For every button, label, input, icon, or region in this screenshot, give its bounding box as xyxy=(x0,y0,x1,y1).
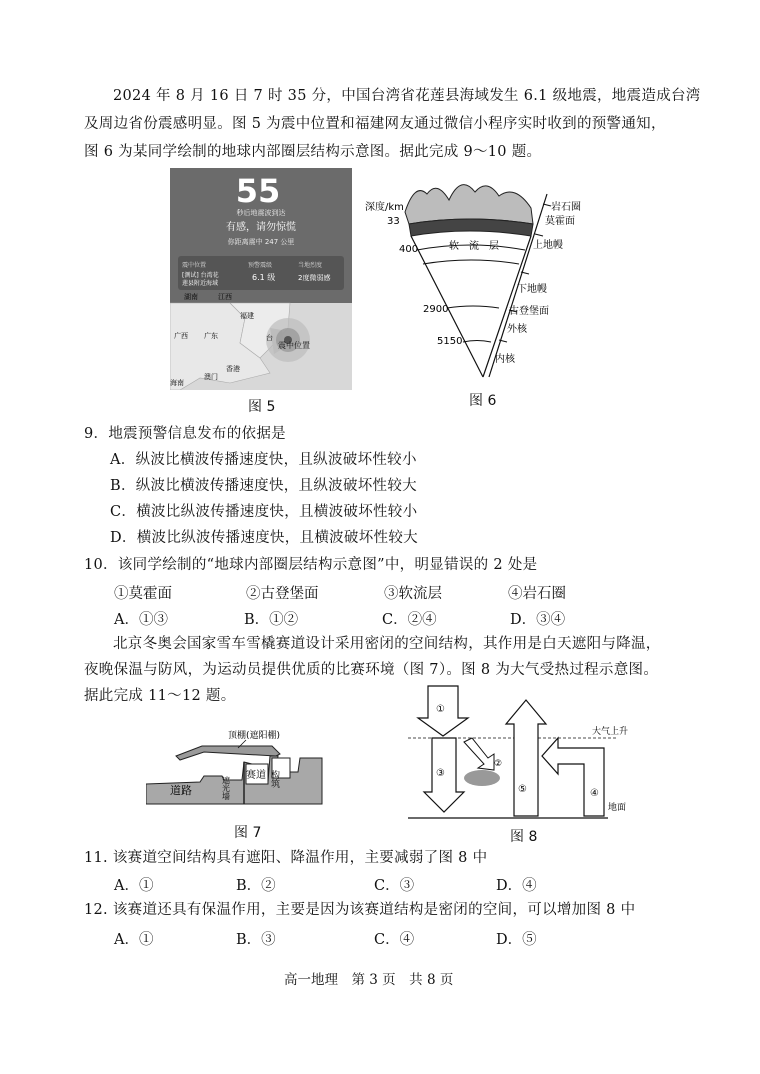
figure-5-caption: 图 5 xyxy=(248,399,276,415)
asthenosphere-label: 软 流 层 xyxy=(449,241,499,252)
svg-text:湖南: 湖南 xyxy=(184,293,198,301)
q10-item-2: ②古登堡面 xyxy=(246,586,319,602)
rise-label: 大气上升 xyxy=(592,727,629,737)
svg-text:当地烈度: 当地烈度 xyxy=(298,262,323,269)
svg-text:香港: 香港 xyxy=(226,365,240,373)
svg-text:33: 33 xyxy=(387,216,400,227)
countdown-subtitle: 秒后地震波到达 xyxy=(236,209,286,217)
q12-stem: 12. 该赛道还具有保温作用，主要是因为该赛道结构是密闭的空间，可以增加图 8 中 xyxy=(84,902,636,918)
figure-6 xyxy=(365,172,595,380)
intro1-line2: 及周边省份震感明显。图 5 为震中位置和福建网友通过微信小程序实时收到的预警通知， xyxy=(84,116,666,132)
q10-stem: 10．该同学绘制的“地球内部圈层结构示意图”中，明显错误的 2 处是 xyxy=(84,557,538,573)
intro1-line3: 图 6 为某同学绘制的地球内部圈层结构示意图。据此完成 9～10 题。 xyxy=(84,144,542,160)
svg-text:震中位置: 震中位置 xyxy=(278,341,310,350)
figure-8-caption: 图 8 xyxy=(510,829,538,845)
figure-6-caption: 图 6 xyxy=(469,393,497,409)
q11-stem: 11. 该赛道空间结构具有遮阳、降温作用，主要减弱了图 8 中 xyxy=(84,850,488,866)
svg-text:海南: 海南 xyxy=(170,379,184,387)
q9-stem: 9．地震预警信息发布的依据是 xyxy=(84,426,286,442)
q9-option-d[interactable]: D．横波比纵波传播速度快，且横波破坏性较大 xyxy=(110,530,418,546)
svg-text:澳门: 澳门 xyxy=(204,373,218,381)
q10-option-c[interactable]: C．②④ xyxy=(382,612,437,628)
svg-text:莫霍面: 莫霍面 xyxy=(545,216,575,227)
svg-text:③: ③ xyxy=(436,768,445,779)
svg-text:2900: 2900 xyxy=(423,304,449,315)
q10-item-4: ④岩石圈 xyxy=(508,586,566,602)
svg-text:400: 400 xyxy=(399,244,419,255)
q10-option-d[interactable]: D．③④ xyxy=(510,612,566,628)
q10-item-3: ③软流层 xyxy=(384,586,442,602)
intro2-line3: 据此完成 11～12 题。 xyxy=(84,688,236,704)
q11-option-b[interactable]: B．② xyxy=(236,878,276,894)
svg-text:莲县附近海域: 莲县附近海域 xyxy=(182,280,219,287)
svg-text:2度微弱感: 2度微弱感 xyxy=(298,274,331,282)
svg-text:②: ② xyxy=(494,759,503,769)
distance-text: 你距离震中 247 公里 xyxy=(227,238,295,246)
svg-text:广西: 广西 xyxy=(174,332,188,340)
svg-text:下地幔: 下地幔 xyxy=(517,284,547,295)
q12-option-c[interactable]: C．④ xyxy=(374,932,415,948)
figure-5 xyxy=(170,168,352,390)
ground-label: 地面 xyxy=(608,803,627,813)
svg-text:6.1 级: 6.1 级 xyxy=(252,273,276,282)
intro2-line1: 北京冬奥会国家雪车雪橇赛道设计采用密闭的空间结构，其作用是白天遮阳与降温， xyxy=(113,636,661,652)
q11-option-d[interactable]: D．④ xyxy=(496,878,537,894)
q11-option-c[interactable]: C．③ xyxy=(374,878,415,894)
q12-option-d[interactable]: D．⑤ xyxy=(496,932,537,948)
road-label: 道路 xyxy=(170,784,192,797)
intro1-line1: 2024 年 8 月 16 日 7 时 35 分，中国台湾省花莲县海域发生 6.1 级地震，地震造成台湾 xyxy=(113,88,701,104)
svg-text:福建: 福建 xyxy=(240,312,254,320)
svg-text:内核: 内核 xyxy=(495,354,515,365)
q9-option-b[interactable]: B．纵波比横波传播速度快，且纵波破坏性较大 xyxy=(110,478,417,494)
figure-7-caption: 图 7 xyxy=(234,825,262,841)
svg-text:①: ① xyxy=(436,704,445,715)
shade-wall-label: 遮光墙 xyxy=(221,776,231,800)
page-footer: 高一地理 第 3 页 共 8 页 xyxy=(284,972,454,988)
q12-option-b[interactable]: B．③ xyxy=(236,932,276,948)
svg-text:广东: 广东 xyxy=(204,332,218,340)
q9-option-a[interactable]: A．纵波比横波传播速度快，且纵波破坏性较小 xyxy=(110,452,417,468)
walkway-label: 构筑 xyxy=(269,770,279,788)
svg-text:江西: 江西 xyxy=(218,293,232,301)
depth-label: 深度/km xyxy=(365,202,404,213)
intro2-line2: 夜晚保温与防风，为运动员提供优质的比赛环境（图 7）。图 8 为大气受热过程示意图。 xyxy=(84,662,659,678)
q12-option-a[interactable]: A．① xyxy=(114,932,154,948)
svg-text:古登堡面: 古登堡面 xyxy=(509,306,549,317)
q10-item-1: ①莫霍面 xyxy=(114,586,172,602)
svg-text:预警震级: 预警震级 xyxy=(248,262,273,269)
q10-option-a[interactable]: A．①③ xyxy=(114,612,168,628)
svg-text:[测试] 台湾花: [测试] 台湾花 xyxy=(182,272,219,279)
figure-7 xyxy=(146,720,362,820)
countdown-number: 55 xyxy=(235,172,281,210)
svg-text:岩石圈: 岩石圈 xyxy=(551,202,581,213)
track-label: 赛道 xyxy=(246,770,266,781)
roof-label: 顶棚(遮阳棚) xyxy=(228,731,281,741)
svg-text:震中位置: 震中位置 xyxy=(182,262,207,269)
svg-text:⑤: ⑤ xyxy=(518,784,527,795)
q9-option-c[interactable]: C．横波比纵波传播速度快，且横波破坏性较小 xyxy=(110,504,418,520)
svg-text:5150: 5150 xyxy=(437,336,463,347)
svg-text:外核: 外核 xyxy=(507,324,527,335)
q11-option-a[interactable]: A．① xyxy=(114,878,154,894)
figure-8 xyxy=(408,682,648,822)
feel-advice: 有感，请勿惊慌 xyxy=(226,222,296,233)
svg-text:台: 台 xyxy=(266,334,273,342)
svg-text:上地幔: 上地幔 xyxy=(533,240,563,251)
svg-text:④: ④ xyxy=(590,788,599,799)
q10-option-b[interactable]: B．①② xyxy=(244,612,299,628)
